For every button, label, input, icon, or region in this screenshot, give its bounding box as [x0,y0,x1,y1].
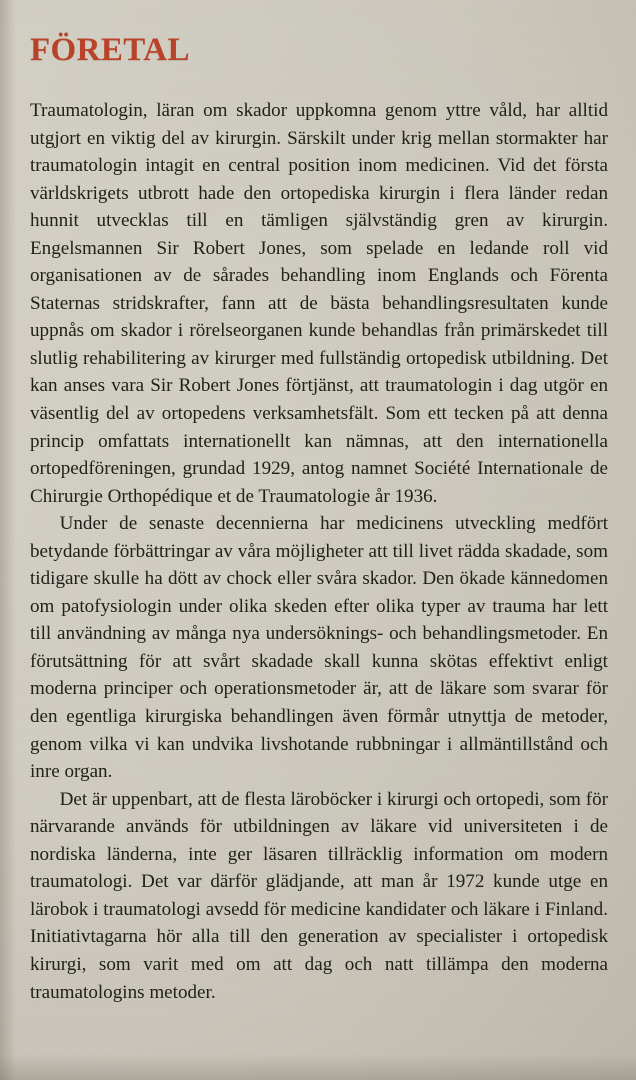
page-bottom-edge-shadow [0,1054,636,1080]
paragraph-1: Traumatologin, läran om skador uppkomna genom yttre våld, har alltid utgjort en viktig del av kirurgin. Särskilt under krig mellan stormakter har traumatologin intagit en central position inom medicinen. Vid det första världskrigets utbrott hade den ortopediska kirurgin i flera länder redan hunnit utvecklas till en tämligen självständig gren av kirurgin. Engelsmannen Sir Robert Jones, som spelade en ledande roll vid organisationen av de sårades behandling inom Englands och Förenta Staternas stridskrafter, fann att de bästa behandlingsresultaten kunde uppnås om skador i rörelseorganen kunde behandlas från primärskedet till slutlig rehabilitering av kirurger med fullständig ortopedisk utbildning. Det kan anses vara Sir Robert Jones förtjänst, att traumatologin i dag utgör en väsentlig del av ortopedens verksamhetsfält. Som ett tecken på att denna princip omfattats internationellt kan nämnas, att den internationella ortopedföreningen, grundad 1929, antog namnet Société Internationale de Chirurgie Orthopédique et de Traumatologie år 1936. [30,100,608,507]
page-title: FÖRETAL [30,32,190,68]
paragraph-2: Under de senaste decennierna har medicinens utveckling medfört betydande förbättringar av våra möjligheter att till livet rädda skadade, som tidigare skulle ha dött av chock eller svåra skador. Den ökade kännedomen om patofysiologin under olika skeden efter olika typer av trauma har lett till användning av många nya undersöknings- och behandlingsmetoder. En förutsättning för att svårt skadade skall kunna skötas effektivt enligt moderna principer och operationsmetoder är, att de läkare som svarar för den egentliga kirurgiska behandlingen även förmår utnyttja de metoder, genom vilka vi kan undvika livshotande rubbningar i allmäntillstånd och inre organ. [30,513,608,783]
body-text [30,97,608,1006]
paragraph-3: Det är uppenbart, att de flesta läroböcker i kirurgi och ortopedi, som för närvarande används för utbildningen av läkare vid universiteten i de nordiska länderna, inte ger läsaren tillräcklig information om modern traumatologi. Det var därför glädjande, att man år 1972 kunde utge en lärobok i traumatologi avsedd för medicine kandidater och läkare i Finland. Initiativtagarna hör alla till den generation av specialister i ortopedisk kirurgi, som varit med om att dag och natt tillämpa den moderna traumatologins metoder. [30,788,608,1003]
